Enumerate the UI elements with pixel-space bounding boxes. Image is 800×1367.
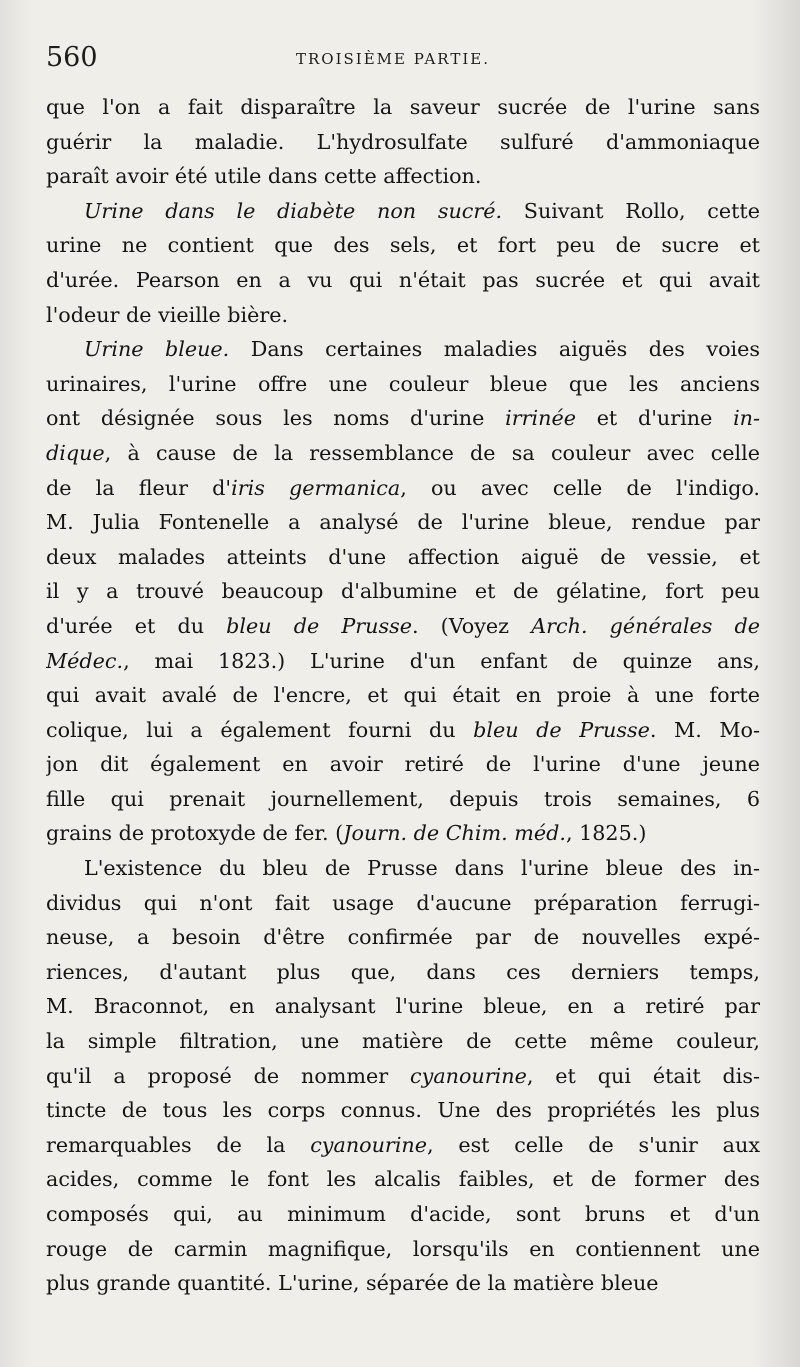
text-line — [46, 194, 760, 229]
text-segment: jon dit également en avoir retiré de l'urine d'une jeune — [46, 752, 760, 777]
italic-text: irrinée — [505, 406, 576, 431]
italic-text: bleu de Prusse — [226, 613, 412, 638]
text-segment: remarquables de la — [46, 1132, 311, 1157]
text-line — [46, 1024, 760, 1059]
text-line — [46, 1162, 760, 1197]
text-line — [46, 228, 760, 263]
text-segment: rouge de carmin magnifique, lorsqu'ils en contiennent une — [46, 1236, 760, 1261]
text-segment: , et qui était dis- — [526, 1063, 760, 1088]
text-segment: neuse, a besoin d'être confirmée par de nouvelles expé- — [46, 925, 760, 950]
italic-text: Arch. générales de — [531, 613, 760, 638]
text-segment: il y a trouvé beaucoup d'albumine et de gélatine, fort peu — [46, 579, 760, 604]
italic-text: bleu de Prusse — [473, 717, 650, 742]
page-header — [46, 38, 760, 78]
text-line — [46, 1232, 760, 1267]
text-segment: , mai 1823.) L'urine d'un enfant de quinze ans, — [123, 648, 760, 673]
text-line — [46, 332, 760, 367]
text-line — [46, 1059, 760, 1094]
text-line — [46, 1128, 760, 1163]
text-segment: la simple filtration, une matière de cette même couleur, — [46, 1029, 760, 1054]
text-line — [46, 920, 760, 955]
text-line — [46, 713, 760, 748]
text-line — [46, 1093, 760, 1128]
text-segment: paraît avoir été utile dans cette affection. — [46, 164, 482, 189]
text-segment: guérir la maladie. L'hydrosulfate sulfuré d'ammoniaque — [46, 129, 760, 154]
text-line — [46, 1266, 760, 1301]
text-segment: l'odeur de vieille bière. — [46, 302, 289, 327]
italic-text: iris germanica — [231, 475, 401, 500]
text-line — [46, 159, 760, 194]
italic-text: in- — [733, 406, 760, 431]
text-segment: , ou avec celle de l'indigo. — [400, 475, 760, 500]
italic-text: Journ. de Chim. méd. — [343, 821, 566, 846]
text-line — [46, 436, 760, 471]
text-segment: L'existence du bleu de Prusse dans l'urine bleue des in- — [84, 856, 760, 881]
text-line — [46, 886, 760, 921]
text-segment: que l'on a fait disparaître la saveur sucrée de l'urine sans — [46, 95, 760, 119]
text-segment: . (Voyez — [411, 613, 532, 638]
italic-text: dique — [46, 440, 105, 465]
text-line — [46, 816, 760, 851]
text-line — [46, 574, 760, 609]
italic-text: Urine bleue. — [84, 337, 230, 362]
text-line — [46, 505, 760, 540]
text-line — [46, 471, 760, 506]
text-segment: riences, d'autant plus que, dans ces derniers temps, — [46, 959, 760, 984]
text-segment: de la fleur d' — [46, 475, 232, 500]
italic-text: cyanourine — [310, 1132, 428, 1157]
text-line — [46, 298, 760, 333]
text-line — [46, 851, 760, 886]
text-segment: acides, comme le font les alcalis faibles, et de former des — [46, 1167, 760, 1192]
text-segment: , est celle de s'unir aux — [427, 1132, 760, 1157]
text-line — [46, 1197, 760, 1232]
text-segment: grains de protoxyde de fer. ( — [46, 821, 344, 846]
text-line — [46, 644, 760, 679]
italic-text: Urine dans le diabète non sucré. — [84, 198, 503, 223]
italic-text: Médec. — [46, 648, 124, 673]
text-segment: qui avait avalé de l'encre, et qui était en proie à une forte — [46, 683, 760, 708]
text-line — [46, 401, 760, 436]
text-line — [46, 90, 760, 125]
text-segment: qu'il a proposé de nommer — [46, 1063, 411, 1088]
running-head: TROISIÈME PARTIE. — [296, 50, 490, 68]
text-line — [46, 782, 760, 817]
text-segment: urinaires, l'urine offre une couleur bleue que les anciens — [46, 371, 760, 396]
text-line — [46, 125, 760, 160]
text-segment: M. Julia Fontenelle a analysé de l'urine bleue, rendue par — [46, 510, 760, 535]
text-segment: dividus qui n'ont fait usage d'aucune préparation ferrugi- — [46, 890, 760, 915]
italic-text: cyanourine — [410, 1063, 527, 1088]
text-segment: composés qui, au minimum d'acide, sont bruns et d'un — [46, 1202, 760, 1226]
text-segment: Dans certaines maladies aiguës des voies — [229, 337, 760, 362]
text-line — [46, 367, 760, 402]
text-segment: , à cause de la ressemblance de sa couleur avec celle — [104, 440, 760, 465]
page-number: 560 — [46, 42, 98, 73]
text-line — [46, 747, 760, 782]
text-segment: . M. Mo- — [649, 717, 760, 742]
text-line — [46, 678, 760, 713]
text-segment: urine ne contient que des sels, et fort peu de sucre et — [46, 233, 760, 258]
text-line — [46, 955, 760, 990]
text-segment: et d'urine — [575, 406, 734, 431]
text-line — [46, 609, 760, 644]
body-text — [46, 90, 760, 1301]
text-segment: tincte de tous les corps connus. Une des propriétés les plus — [46, 1098, 760, 1123]
text-segment: d'urée et du — [46, 613, 227, 638]
text-line — [46, 540, 760, 575]
text-line — [46, 989, 760, 1024]
text-segment: fille qui prenait journellement, depuis trois semaines, 6 — [46, 786, 760, 811]
text-line — [46, 263, 760, 298]
text-segment: plus grande quantité. L'urine, séparée de la matière bleue — [46, 1271, 659, 1296]
text-segment: ont désignée sous les noms d'urine — [46, 406, 506, 431]
text-segment: M. Braconnot, en analysant l'urine bleue, en a retiré par — [46, 994, 760, 1019]
text-segment: , 1825.) — [565, 821, 647, 846]
text-segment: deux malades atteints d'une affection aiguë de vessie, et — [46, 544, 760, 569]
text-segment: d'urée. Pearson en a vu qui n'était pas sucrée et qui avait — [46, 267, 760, 292]
text-segment: Suivant Rollo, cette — [502, 198, 760, 223]
text-segment: colique, lui a également fourni du — [46, 717, 474, 742]
